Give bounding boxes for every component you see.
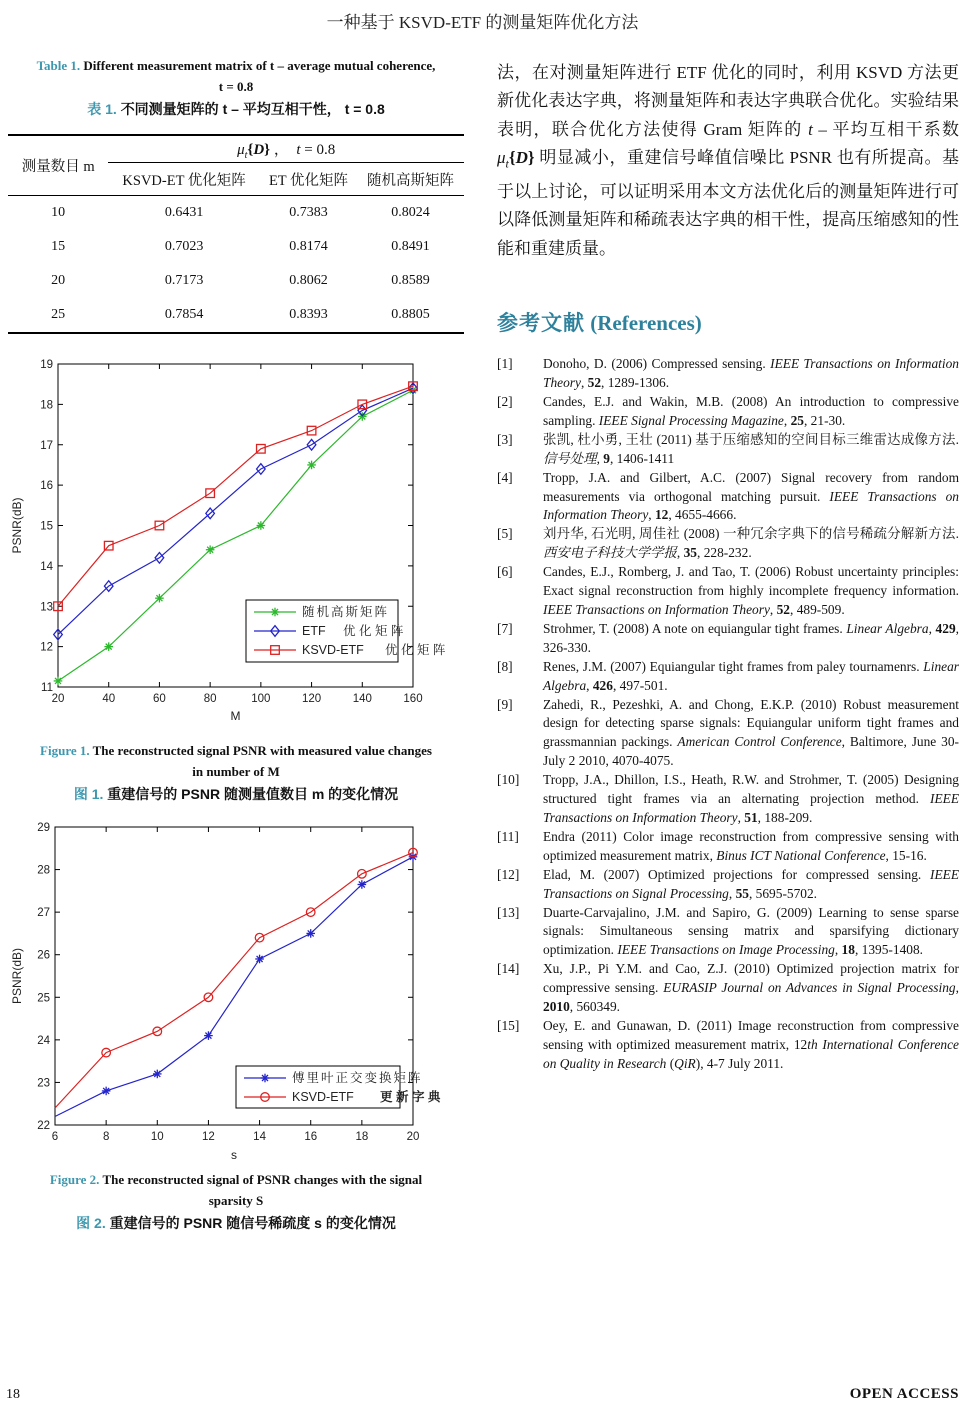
- table1-col-header-ksvdet: KSVD-ET 优化矩阵: [108, 163, 260, 196]
- figure1: [8, 350, 464, 730]
- x-tick-label: 8: [102, 1131, 110, 1143]
- figure1-chart: [8, 350, 466, 730]
- table1-caption-zh-text: 不同测量矩阵的 t – 平均互相干性， t = 0.8: [120, 101, 385, 117]
- text-segment: 刘丹华, 石光明, 周佳社 (2008) 一种冗余字典下的信号稀疏分解新方法.: [543, 526, 959, 542]
- reference-item: [497, 393, 959, 431]
- legend-label: 随机高斯矩阵: [302, 605, 390, 619]
- x-tick-label: 40: [102, 693, 116, 705]
- text-segment: , 1395-1408.: [854, 942, 924, 958]
- references-heading: [497, 307, 959, 337]
- text-segment: Binus ICT National Conference: [716, 847, 886, 863]
- text-segment: Linear Algebra: [846, 620, 929, 636]
- text-segment: Oey, E. and Gunawan, D. (2011) Image reconstruction from compressive sensing with optimized measurement matrix, 12: [543, 1017, 959, 1052]
- text-segment: ,: [728, 885, 736, 901]
- text-segment: , 326-330.: [543, 620, 959, 655]
- text-segment: ,: [648, 507, 655, 523]
- text-segment: American Control Conference: [677, 734, 842, 750]
- x-tick-label: 10: [150, 1131, 164, 1143]
- figure2: [8, 815, 464, 1163]
- figure1-caption-zh-text: 重建信号的 PSNR 随测量值数目 m 的变化情况: [107, 786, 399, 802]
- text-segment: ,: [928, 620, 936, 636]
- figure2-caption-en-text: The reconstructed signal of PSNR changes with the signal sparsity S: [102, 1172, 423, 1208]
- text-segment: , 560349.: [569, 999, 620, 1015]
- text-segment: EURASIP Journal on Advances in Signal Processing: [663, 980, 956, 996]
- table1-col-header-et: ET 优化矩阵: [260, 163, 357, 196]
- figure1-caption-en-text: The reconstructed signal PSNR with measured value changes in number of M: [92, 743, 432, 779]
- t-value: = 0.8: [300, 141, 336, 158]
- mu-symbol: μ: [237, 141, 245, 158]
- text-segment: IEEE Transactions on Information Theory: [543, 488, 959, 523]
- right-column: [497, 55, 959, 1074]
- reference-item: [497, 355, 959, 393]
- reference-item: [497, 469, 959, 526]
- references-heading-en: (References): [585, 311, 702, 336]
- reference-number: [10]: [497, 772, 520, 788]
- table-row: [8, 196, 464, 231]
- x-tick-label: 6: [51, 1131, 59, 1143]
- x-tick-label: 80: [203, 693, 217, 705]
- text-segment: 25: [790, 412, 804, 428]
- x-tick-label: 12: [202, 1131, 215, 1143]
- dictionary-symbol: D: [253, 141, 265, 158]
- figure2-caption-en-label: Figure 2.: [49, 1172, 100, 1187]
- reference-item: [497, 620, 959, 658]
- text-segment: , 497-501.: [612, 677, 668, 693]
- text-segment: ,: [955, 980, 959, 996]
- x-tick-label: 60: [153, 693, 166, 705]
- reference-number: [11]: [497, 828, 519, 844]
- text-segment: , 489-509.: [790, 602, 845, 618]
- figure2-caption: [8, 1169, 464, 1236]
- table-cell: 25: [51, 307, 66, 322]
- table-cell: 0.6431: [164, 205, 204, 220]
- text-segment: th International Conference on Quality in Research: [543, 1036, 959, 1071]
- figure1-caption: [8, 740, 464, 807]
- reference-item: [497, 525, 959, 563]
- text-segment: IEEE Transactions on Information Theory: [543, 356, 960, 391]
- reference-number: [14]: [497, 961, 520, 977]
- y-tick-label: 17: [40, 439, 53, 452]
- text-segment: Candes, E.J. and Wakin, M.B. (2008) An introduction to compressive sampling.: [543, 394, 959, 428]
- legend-overflow-text: 优 化 矩 阵: [343, 624, 404, 638]
- reference-item: [497, 771, 959, 828]
- x-tick-label: 18: [355, 1131, 369, 1143]
- y-tick-label: 13: [40, 601, 53, 614]
- table1-row-header: 测量数目 m: [8, 135, 108, 196]
- table1-col-header-gauss: 随机高斯矩阵: [357, 163, 464, 196]
- reference-item: [497, 1017, 959, 1074]
- table-cell: 15: [51, 239, 66, 254]
- figure1-caption-zh-label: 图 1.: [73, 786, 104, 802]
- text-segment: ,: [676, 545, 684, 561]
- figure2-caption-zh: [8, 1211, 464, 1236]
- text-segment: Candes, E.J., Romberg, J. and Tao, T. (2006) Robust uncertainty principles: Exact signal reconstruction from highly incomplete frequency information.: [543, 564, 959, 599]
- left-column: [8, 55, 464, 1236]
- reference-number: [8]: [497, 658, 513, 674]
- text-segment: 52: [776, 602, 790, 618]
- text-segment: t: [808, 119, 813, 139]
- figure1-caption-zh: [8, 782, 464, 807]
- table-cell: 0.7854: [164, 307, 204, 322]
- x-axis-label: s: [231, 1148, 237, 1162]
- text-segment: }: [527, 148, 535, 168]
- table-cell: 0.8024: [391, 205, 430, 220]
- y-tick-label: 12: [40, 641, 53, 654]
- table1-formula-row: [8, 135, 464, 163]
- figure2-chart: [8, 815, 466, 1163]
- references-heading-zh: 参考文献: [497, 312, 585, 336]
- reference-item: [497, 563, 959, 620]
- reference-item: [497, 658, 959, 696]
- text-segment: – 平均互相干系数: [812, 119, 959, 139]
- reference-number: [15]: [497, 1017, 520, 1033]
- text-segment: IEEE Transactions on Image Processing: [617, 942, 835, 958]
- text-segment: 张凯, 杜小勇, 王壮 (2011) 基于压缩感知的空间目标三维雷达成像方法.: [543, 431, 959, 447]
- y-axis-label: PSNR(dB): [10, 497, 24, 554]
- table-cell: 0.8062: [289, 273, 328, 288]
- text-segment: ,: [834, 942, 842, 958]
- text-segment: IEEE Transactions on Information Theory: [543, 602, 770, 618]
- text-segment: 信号处理: [543, 450, 597, 466]
- brace-close: }: [264, 141, 271, 158]
- reference-item: [497, 904, 959, 961]
- text-segment: , 4655-4666.: [668, 507, 737, 523]
- legend-overflow-text: 更 新 字 典: [380, 1090, 441, 1104]
- text-segment: , 15-16.: [885, 847, 927, 863]
- mu-subscript: t: [244, 149, 248, 161]
- reference-item: [497, 866, 959, 904]
- text-segment: , 21-30.: [803, 412, 846, 428]
- open-access-label: OPEN ACCESS: [849, 1386, 959, 1402]
- figure2-caption-en: [8, 1169, 464, 1211]
- text-segment: D: [515, 148, 528, 168]
- y-tick-label: 27: [37, 907, 50, 920]
- text-segment: 426: [592, 677, 613, 693]
- legend-overflow-text: 优 化 矩 阵: [385, 643, 446, 657]
- references-list: [497, 355, 959, 1073]
- x-tick-label: 100: [251, 693, 271, 705]
- reference-number: [4]: [497, 469, 513, 485]
- reference-number: [5]: [497, 526, 513, 542]
- y-tick-label: 19: [40, 359, 53, 371]
- text-segment: , 228-232.: [697, 545, 752, 561]
- table-cell: 20: [51, 273, 66, 288]
- figure2-caption-zh-text: 重建信号的 PSNR 随信号稀疏度 s 的变化情况: [109, 1215, 396, 1231]
- y-tick-label: 16: [40, 480, 53, 493]
- reference-item: [497, 828, 959, 866]
- y-tick-label: 25: [37, 992, 50, 1005]
- text-segment: IEEE Transactions on Signal Processing: [543, 866, 959, 901]
- text-segment: Xu, J.P., Pi Y.M. and Cao, Z.J. (2010) Optimized projection matrix for compressive sensing.: [543, 961, 959, 996]
- text-segment: QiR: [674, 1055, 696, 1071]
- table-cell: 0.8491: [391, 239, 430, 254]
- y-tick-label: 18: [40, 399, 53, 412]
- reference-number: [9]: [497, 696, 513, 712]
- table1: [8, 134, 464, 334]
- y-tick-label: 29: [37, 822, 50, 834]
- table1-caption-en-text: Different measurement matrix of t – average mutual coherence, t = 0.8: [83, 58, 436, 94]
- reference-number: [12]: [497, 866, 520, 882]
- y-tick-label: 14: [40, 560, 53, 573]
- table-cell: 0.8174: [289, 239, 328, 254]
- reference-number: [7]: [497, 620, 513, 636]
- table1-caption-en: [8, 55, 464, 97]
- text-segment: 51: [744, 809, 758, 825]
- text-segment: ,: [783, 412, 791, 428]
- table1-body: [8, 196, 464, 334]
- x-tick-label: 20: [51, 693, 65, 705]
- table1-formula: [108, 135, 464, 163]
- y-tick-label: 24: [37, 1034, 50, 1047]
- y-tick-label: 15: [40, 520, 53, 533]
- page-number: 18: [6, 1387, 20, 1402]
- text-segment: ,: [586, 677, 593, 693]
- y-axis-label: PSNR(dB): [10, 947, 24, 1005]
- text-segment: Elad, M. (2007) Optimized projections for compressed sensing.: [543, 866, 930, 882]
- text-segment: 西安电子科技大学学报: [543, 545, 677, 561]
- text-segment: Endra (2011) Color image reconstruction from compressive sensing with optimized measurement matrix,: [543, 828, 959, 863]
- text-segment: (: [666, 1055, 675, 1071]
- text-segment: Linear Algebra: [543, 658, 959, 693]
- text-segment: IEEE Signal Processing Magazine: [598, 412, 784, 428]
- table-cell: 0.7383: [289, 205, 328, 220]
- text-segment: 明显减小，重建信号峰值信噪比 PSNR 也有所提高。基于以上讨论，可以证明采用本文方法优化后的测量矩阵进行可以降低测量矩阵和稀疏表达字典的相干性，提高压缩感知的性能和重建质量。: [497, 148, 959, 258]
- table-cell: 0.7023: [164, 239, 204, 254]
- legend-label: KSVD-ETF: [302, 643, 364, 657]
- figure1-caption-en-label: Figure 1.: [40, 743, 90, 758]
- table1-caption: [8, 55, 464, 122]
- x-axis-label: M: [230, 709, 241, 723]
- y-tick-label: 11: [41, 682, 53, 694]
- reference-number: [13]: [497, 904, 520, 920]
- reference-number: [1]: [497, 356, 513, 372]
- table-cell: 0.8393: [289, 307, 328, 322]
- text-segment: , Baltimore, June 30-July 2 2010, 4070-4075.: [543, 734, 959, 769]
- table-cell: 0.7173: [164, 273, 204, 288]
- x-tick-label: 14: [253, 1131, 266, 1143]
- text-segment: 55: [735, 885, 749, 901]
- text-segment: 9: [603, 450, 610, 466]
- x-tick-label: 16: [304, 1131, 318, 1143]
- text-segment: ,: [769, 602, 777, 618]
- body-paragraph: [497, 59, 959, 263]
- text-segment: 52: [587, 375, 602, 391]
- x-tick-label: 120: [301, 693, 322, 705]
- text-segment: ,: [596, 450, 604, 466]
- table-row: [8, 264, 464, 298]
- x-tick-label: 140: [352, 693, 372, 705]
- text-segment: 12: [654, 507, 669, 523]
- table1-head: [8, 135, 464, 196]
- text-segment: , 5695-5702.: [748, 885, 818, 901]
- x-tick-label: 160: [403, 693, 423, 705]
- y-tick-label: 22: [37, 1120, 50, 1132]
- page-header-title: 一种基于 KSVD-ETF 的测量矩阵优化方法: [326, 13, 639, 32]
- formula-comma: ，: [273, 141, 289, 158]
- brace-open: {: [247, 141, 254, 158]
- y-tick-label: 26: [37, 949, 50, 962]
- reference-number: [3]: [497, 431, 513, 447]
- table-cell: 10: [51, 205, 66, 220]
- text-segment: ,: [580, 375, 588, 391]
- text-segment: ,: [737, 809, 745, 825]
- y-tick-label: 23: [37, 1077, 50, 1090]
- text-segment: t: [505, 156, 509, 171]
- text-segment: 429: [935, 620, 956, 636]
- legend-label: KSVD-ETF: [292, 1090, 354, 1104]
- text-segment: ), 4-7 July 2011.: [695, 1055, 784, 1071]
- table-cell: 0.8589: [391, 273, 430, 288]
- reference-item: [497, 431, 959, 469]
- table1-caption-en-label: Table 1.: [36, 58, 81, 73]
- text-segment: 2010: [543, 999, 570, 1015]
- reference-number: [2]: [497, 394, 513, 410]
- reference-item: [497, 696, 959, 772]
- table-cell: 0.8805: [391, 307, 430, 322]
- y-tick-label: 28: [37, 864, 50, 877]
- text-segment: Donoho, D. (2006) Compressed sensing.: [543, 356, 771, 372]
- text-segment: μ: [497, 148, 506, 168]
- text-segment: 法，在对测量矩阵进行 ETF 优化的同时，利用 KSVD 方法更新优化表达字典，将测量矩阵和表达字典联合优化。实验结果表明，联合优化方法使得 Gram 矩阵的: [497, 63, 959, 139]
- text-segment: Renes, J.M. (2007) Equiangular tight frames from paley tournamenrs.: [543, 658, 924, 674]
- text-segment: {: [508, 148, 516, 168]
- legend-label: ETF: [302, 624, 326, 638]
- reference-number: [6]: [497, 564, 513, 580]
- table-row: [8, 230, 464, 264]
- table1-caption-zh: [8, 97, 464, 122]
- x-tick-label: 20: [406, 1131, 420, 1143]
- text-segment: 35: [683, 545, 697, 561]
- table-row: [8, 298, 464, 333]
- text-segment: Tropp, J.A., Dhillon, I.S., Heath, R.W. and Strohmer, T. (2005) Designing structured tight frames via an alternating projection method.: [543, 772, 959, 807]
- figure1-caption-en: [8, 740, 464, 782]
- text-segment: , 1406-1411: [609, 450, 675, 466]
- text-segment: Strohmer, T. (2008) A note on equiangular tight frames.: [543, 620, 847, 636]
- t-variable: t: [296, 141, 301, 158]
- text-segment: Tropp, J.A. and Gilbert, A.C. (2007) Signal recovery from random measurements via orthogonal matching pursuit.: [543, 469, 959, 504]
- text-segment: , 188-209.: [757, 809, 813, 825]
- text-segment: , 1289-1306.: [601, 375, 670, 391]
- text-segment: Zahedi, R., Pezeshki, A. and Chong, E.K.P. (2010) Robust measurement design for detecting sparse signals: Equiangular uniform tight frames and grassmannian packings.: [543, 696, 959, 750]
- table1-caption-zh-label: 表 1.: [87, 101, 117, 117]
- reference-item: [497, 960, 959, 1017]
- text-segment: 18: [841, 942, 855, 958]
- legend-label: 傅里叶正交变换矩阵: [292, 1071, 423, 1085]
- text-segment: Duarte-Carvajalino, J.M. and Sapiro, G. (2009) Learning to sense sparse signals: Simultaneous sensing matrix and sparsifying dictionary optimization.: [543, 904, 959, 958]
- data-line: [58, 388, 413, 634]
- figure2-caption-zh-label: 图 2.: [76, 1215, 106, 1231]
- text-segment: IEEE Transactions on Information Theory: [543, 791, 959, 825]
